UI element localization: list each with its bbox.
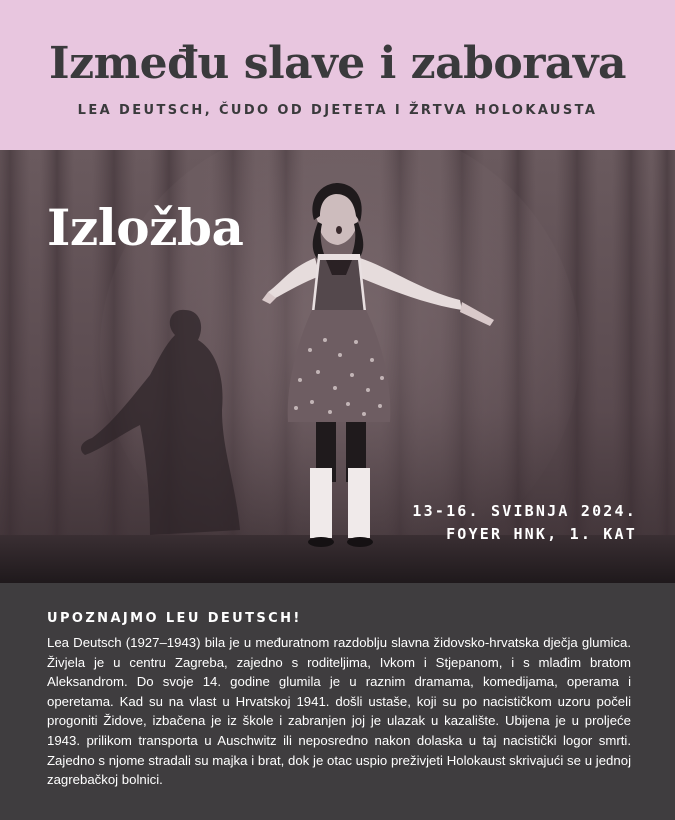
bio-heading: UPOZNAJMO LEU DEUTSCH! [47,611,302,626]
bio-text: Lea Deutsch (1927–1943) bila je u međuratnom razdoblju slavna židovsko-hrvatska dječja glumica. Živjela je u centru Zagreba, zajedno s roditeljima, Ivkom i Stjepanom, i s mlađim bratom Aleksandrom. Do svoje 14. godine glumila je u raznim dramama, komedijama, operama i operetama. Kad su na vlast u Hrvatskoj 1941. došli ustaše, koji su po nacističkom uzoru počeli progoniti Židove, izbačena je iz škole i zabranjen joj je ulazak u kazalište. Ubijena je u proljeće 1943. prilikom transporta u Auschwitz ili neposredno nakon dolaska u taj nacistički logor smrti. Zajedno s njome stradali su majka i brat, dok je otac uspio preživjeti Holokaust skrivajući se u jednoj zagrebačkoj bolnici. [47,635,631,788]
poster-subtitle: LEA DEUTSCH, ČUDO OD DJETETA I ŽRTVA HOLOKAUSTA [77,103,598,118]
bio-section [0,583,675,820]
stage-photo [0,150,675,583]
event-date: 13-16. SVIBNJA 2024. [412,502,637,520]
event-place: FOYER HNK, 1. KAT [446,525,637,543]
poster-title: Između slave i zaborava [49,38,626,89]
poster-header [0,0,675,150]
exhibition-label: Izložba [47,198,244,257]
event-info [412,500,637,546]
